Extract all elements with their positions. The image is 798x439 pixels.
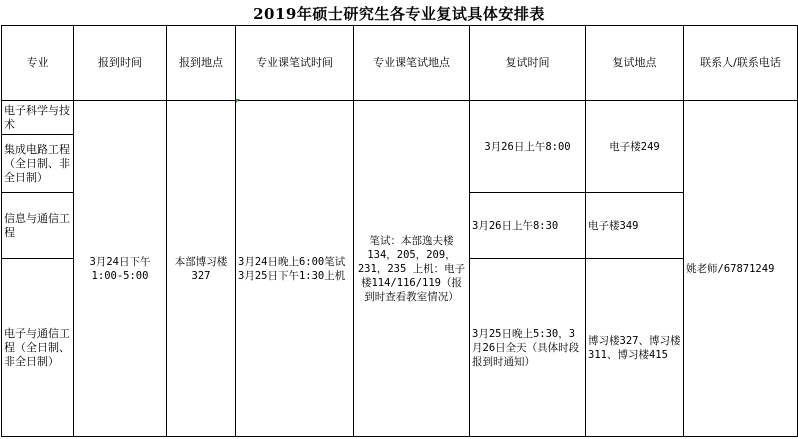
exam-place-cell: 笔试：本部逸夫楼134，205，209，231，235 上机：电子楼114/116/119（报到时查看教室情况）	[354, 101, 470, 437]
header-major: 专业	[2, 26, 74, 101]
page-title: 2019年硕士研究生各专业复试具体安排表	[253, 5, 545, 23]
header-retest-time: 复试时间	[470, 26, 586, 101]
header-exam-place: 专业课笔试地点	[354, 26, 470, 101]
report-place-cell: 本部博习楼327	[167, 101, 236, 437]
contact-cell: 姚老师/67871249	[684, 101, 798, 437]
header-exam-time: 专业课笔试时间	[236, 26, 354, 101]
major-cell: 信息与通信工程	[2, 193, 74, 259]
exam-time-cell: 3月24日晚上6:00笔试 3月25日下午1:30上机	[236, 101, 354, 437]
table-row	[2, 101, 798, 135]
retest-time-cell: 3月26日上午8:30	[470, 193, 586, 259]
retest-place-cell: 博习楼327、博习楼311、博习楼415	[586, 259, 684, 437]
major-cell: 电子科学与技术	[2, 101, 74, 135]
retest-place-cell: 电子楼249	[586, 101, 684, 193]
header-row	[2, 26, 798, 101]
retest-place-cell: 电子楼349	[586, 193, 684, 259]
header-report-time: 报到时间	[74, 26, 167, 101]
major-cell: 电子与通信工程（全日制、非全日制）	[2, 259, 74, 437]
retest-time-cell: 3月25日晚上5:30，3月26日全天（具体时段报到时通知）	[470, 259, 586, 437]
retest-time-cell: 3月26日上午8:00	[470, 101, 586, 193]
header-report-place: 报到地点	[167, 26, 236, 101]
major-cell: 集成电路工程（全日制、非全日制）	[2, 135, 74, 193]
header-contact: 联系人/联系电话	[684, 26, 798, 101]
cell-comment-marker	[236, 99, 240, 103]
header-retest-place: 复试地点	[586, 26, 684, 101]
schedule-table	[1, 25, 798, 437]
report-time-cell: 3月24日下午1:00-5:00	[74, 101, 167, 437]
